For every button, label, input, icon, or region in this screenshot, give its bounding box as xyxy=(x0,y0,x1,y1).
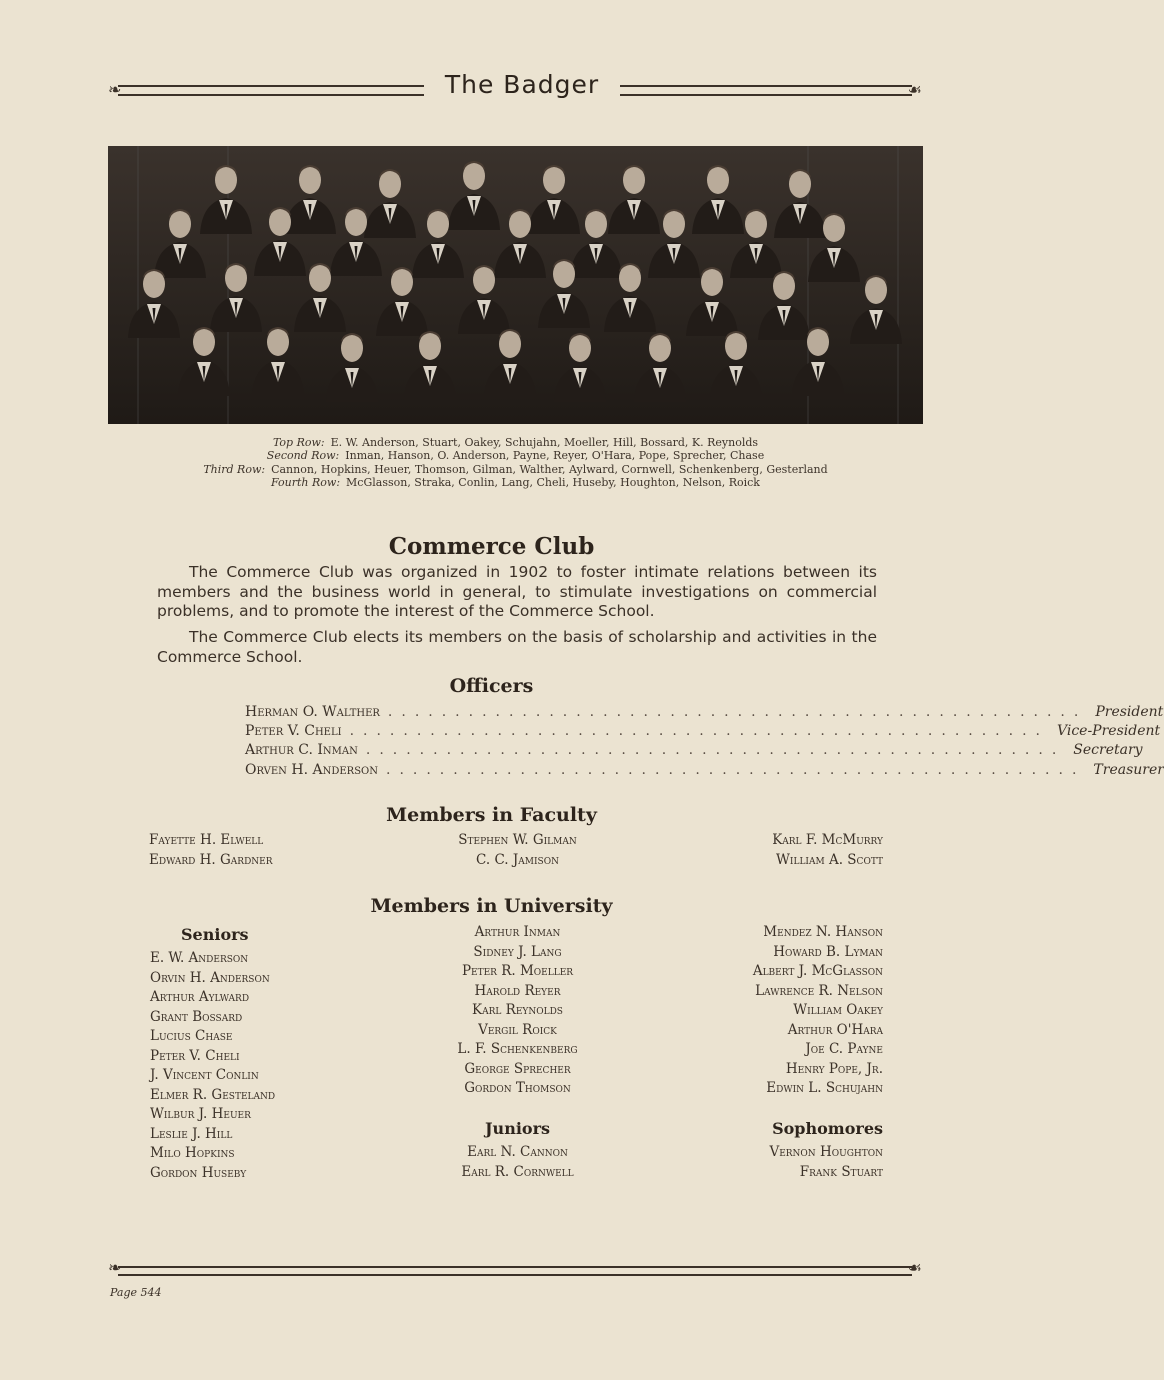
member-name: Karl Reynolds xyxy=(472,1002,563,1018)
caption-row xyxy=(108,449,923,462)
caption-row-label: Fourth Row: xyxy=(271,476,341,490)
header-rule-left xyxy=(118,85,424,96)
caption-row xyxy=(108,463,923,476)
member-name: Frank Stuart xyxy=(799,1163,883,1180)
page-header xyxy=(108,70,922,106)
member-name: Milo Hopkins xyxy=(150,1145,235,1161)
member-name: Leslie J. Hill xyxy=(150,1125,233,1142)
member-name: Henry Pope, Jr. xyxy=(785,1060,883,1077)
club-description-paragraph: The Commerce Club was organized in 1902 to foster intimate relations between its members and the business world in general, to stimulate investigations on commercial problems, and to promote the interest of the Commerce School. xyxy=(157,563,877,620)
member-name: Howard B. Lyman xyxy=(773,943,883,960)
member-name: Arthur Inman xyxy=(474,924,561,940)
photo-caption xyxy=(108,436,923,490)
member-name: Peter R. Moeller xyxy=(461,963,574,979)
leader-dots: .................................................... xyxy=(386,762,1086,778)
caption-row-names: McGlasson, Straka, Conlin, Lang, Cheli, Huseby, Houghton, Nelson, Roick xyxy=(346,476,760,490)
member-name: Joe C. Payne xyxy=(805,1041,883,1057)
member-name: William A. Scott xyxy=(776,851,883,868)
footer-rule xyxy=(118,1266,912,1276)
group-photo-image xyxy=(108,146,923,424)
page-footer xyxy=(108,1258,922,1278)
member-name: Lucius Chase xyxy=(150,1028,233,1044)
faculty-column xyxy=(772,832,883,871)
officer-role: Secretary xyxy=(1073,742,1143,758)
member-name: Albert J. McGlasson xyxy=(752,963,883,979)
officer-row xyxy=(245,723,1161,743)
member-name: Harold Reyer xyxy=(474,982,561,999)
page-number: Page 544 xyxy=(110,1286,162,1299)
officer-name: Peter V. Cheli xyxy=(245,723,342,739)
juniors-heading: Juniors xyxy=(484,1119,551,1138)
member-name: Gordon Huseby xyxy=(150,1164,247,1181)
caption-row-names: Cannon, Hopkins, Heuer, Thomson, Gilman, Walther, Aylward, Cornwell, Schenkenberg, Gesterland xyxy=(271,462,828,476)
member-name: Orvin H. Anderson xyxy=(150,969,270,986)
member-name: Vernon Houghton xyxy=(769,1144,883,1160)
university-column-middle xyxy=(380,924,655,1100)
caption-row-label: Second Row: xyxy=(266,449,340,463)
club-membership-paragraph: The Commerce Club elects its members on the basis of scholarship and activities in the Commerce School. xyxy=(157,628,877,666)
university-column-right xyxy=(753,924,883,1100)
member-name: William Oakey xyxy=(793,1002,883,1018)
member-name: J. Vincent Conlin xyxy=(150,1067,259,1083)
member-name: Stephen W. Gilman xyxy=(458,832,577,848)
officer-row xyxy=(245,704,1164,724)
member-name: Gordon Thomson xyxy=(464,1080,571,1096)
member-name: Mendez N. Hanson xyxy=(763,924,883,940)
officers-title: Officers xyxy=(449,675,534,697)
member-name: Karl F. McMurry xyxy=(772,832,883,848)
member-name: Arthur Aylward xyxy=(150,989,250,1005)
scroll-ornament-icon: ❧ xyxy=(108,1258,122,1277)
leader-dots: .................................................... xyxy=(349,723,1049,739)
seniors-column xyxy=(150,950,275,1184)
member-name: Vergil Roick xyxy=(478,1021,557,1038)
leader-dots: .................................................... xyxy=(387,704,1088,720)
caption-row-label: Top Row: xyxy=(272,436,325,449)
member-name: E. W. Anderson xyxy=(150,950,249,966)
officer-name: Orven H. Anderson xyxy=(245,762,378,778)
caption-row-label: Third Row: xyxy=(203,462,266,476)
header-rule-right xyxy=(620,85,912,96)
caption-row xyxy=(108,436,923,449)
officer-role: Treasurer xyxy=(1093,762,1164,778)
page-header-title: The Badger xyxy=(444,70,600,99)
member-name: Earl N. Cannon xyxy=(467,1144,568,1160)
member-name: L. F. Schenkenberg xyxy=(457,1041,578,1057)
leader-dots: .................................................... xyxy=(365,742,1066,758)
group-photo xyxy=(108,146,923,424)
faculty-section-title: Members in Faculty xyxy=(386,804,597,826)
sophomores-heading: Sophomores xyxy=(772,1119,883,1138)
faculty-column xyxy=(149,832,273,871)
member-name: Lawrence R. Nelson xyxy=(755,982,883,999)
member-name: Grant Bossard xyxy=(150,1008,243,1025)
scroll-ornament-icon: ❧ xyxy=(108,80,122,99)
member-name: C. C. Jamison xyxy=(476,851,559,868)
member-name: Elmer R. Gesteland xyxy=(150,1086,276,1103)
member-name: Earl R. Cornwell xyxy=(461,1163,574,1180)
seniors-heading: Seniors xyxy=(181,925,249,944)
university-section-title: Members in University xyxy=(370,895,613,917)
member-name: Edward H. Gardner xyxy=(149,851,273,868)
officer-name: Arthur C. Inman xyxy=(245,742,358,758)
officer-name: Herman O. Walther xyxy=(245,704,380,720)
member-name: Arthur O'Hara xyxy=(787,1021,883,1038)
caption-row-names: Inman, Hanson, O. Anderson, Payne, Reyer, O'Hara, Pope, Sprecher, Chase xyxy=(345,449,765,463)
member-name: Wilbur J. Heuer xyxy=(150,1106,251,1122)
member-name: Sidney J. Lang xyxy=(473,943,562,960)
club-title: Commerce Club xyxy=(388,533,595,560)
caption-row xyxy=(108,476,923,489)
officer-row xyxy=(245,742,1143,762)
juniors-column xyxy=(380,1144,655,1183)
scroll-ornament-icon: ☙ xyxy=(907,80,922,99)
member-name: Fayette H. Elwell xyxy=(149,832,264,848)
member-name: Edwin L. Schujahn xyxy=(766,1080,883,1096)
member-name: George Sprecher xyxy=(464,1060,571,1077)
officer-role: Vice-President xyxy=(1056,723,1161,739)
scroll-ornament-icon: ☙ xyxy=(907,1258,922,1277)
officer-role: President xyxy=(1095,704,1164,720)
member-name: Peter V. Cheli xyxy=(150,1047,240,1064)
officer-row xyxy=(245,762,1164,782)
faculty-column xyxy=(380,832,655,871)
caption-row-names: E. W. Anderson, Stuart, Oakey, Schujahn, Moeller, Hill, Bossard, K. Reynolds xyxy=(330,436,759,449)
sophomores-column xyxy=(769,1144,883,1183)
